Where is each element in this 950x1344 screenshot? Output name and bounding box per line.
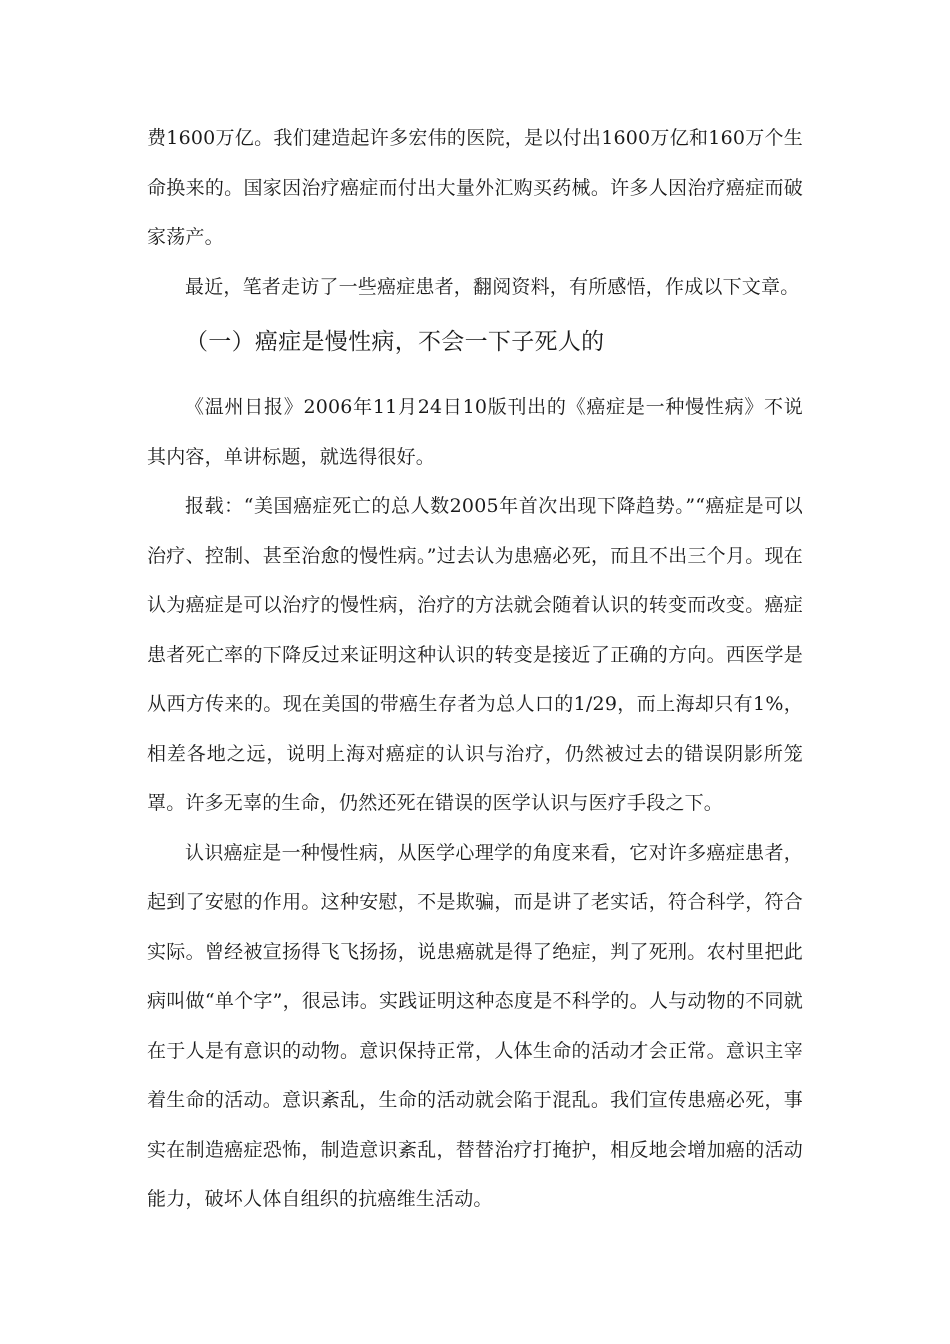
recent-visit-paragraph: 最近，笔者走访了一些癌症患者，翻阅资料，有所感悟，作成以下文章。: [185, 275, 800, 298]
top-text-block: [147, 114, 803, 312]
body-text-block: [147, 383, 803, 1225]
paragraph-chronic-disease: 认识癌症是一种慢性病，从医学心理学的角度来看，它对许多癌症患者，起到了安慰的作用。这种安慰，不是欺骗，而是讲了老实话，符合科学，符合实际。曾经被宣扬得飞飞扬扬，说患癌就是得了绝症，判了死刑。农村里把此病叫做“单个字”，很忌讳。实践证明这种态度是不科学的。人与动物的不同就在于人是有意识的动物。意识保持正常，人体生命的活动才会正常。意识主宰着生命的活动。意识紊乱，生命的活动就会陷于混乱。我们宣传患癌必死，事实在制造癌症恐怖，制造意识紊乱，替替治疗打掩护，相反地会增加癌的活动能力，破坏人体自组织的抗癌维生活动。: [147, 841, 803, 1210]
paragraph-wenzhou-daily: 《温州日报》2006年11月24日10版刊出的《癌症是一种慢性病》不说其内容，单讲标题，就选得很好。: [147, 396, 803, 468]
section-heading: （一）癌症是慢性病，不会一下子死人的: [185, 329, 605, 355]
paragraph-newspaper-report: 报载：“美国癌症死亡的总人数2005年首次出现下降趋势。”“癌症是可以治疗、控制、甚至治愈的慢性病。”过去认为患癌必死，而且不出三个月。现在认为癌症是可以治疗的慢性病，治疗的方法就会随着认识的转变而改变。癌症患者死亡率的下降反过来证明这种认识的转变是接近了正确的方向。西医学是从西方传来的。现在美国的带癌生存者为总人口的1/29，而上海却只有1%，相差各地之远，说明上海对癌症的认识与治疗，仍然被过去的错误阴影所笼罩。许多无辜的生命，仍然还死在错误的医学认识与医疗手段之下。: [147, 495, 803, 814]
continuation-paragraph: 费1600万亿。我们建造起许多宏伟的医院，是以付出1600万亿和160万个生命换来的。国家因治疗癌症而付出大量外汇购买药械。许多人因治疗癌症而破家荡产。: [147, 127, 803, 248]
